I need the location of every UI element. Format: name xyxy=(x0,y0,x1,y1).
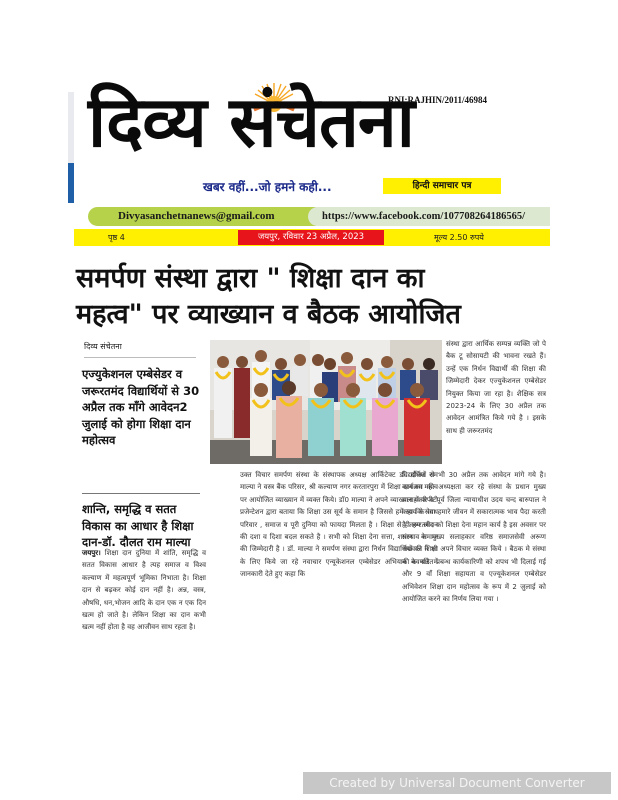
newspaper-title: दिव्य संचेतना xyxy=(88,81,414,163)
email-link[interactable]: Divyasanchetnanews@gmail.com xyxy=(88,207,316,226)
side-strip-accent xyxy=(68,163,74,203)
page-number: पृष्ठ 4 xyxy=(108,233,125,242)
article-column-1 xyxy=(82,547,206,634)
hindi-newspaper-badge: हिन्दी समाचार पत्र xyxy=(383,178,501,194)
group-photo xyxy=(210,340,442,464)
converter-watermark: Created by Universal Document Converter xyxy=(303,772,611,794)
article-column-3: संस्था द्वारा आर्थिक सम्पन्न व्यक्ति जो पे बैक टू सोसायटी की भावना रखते हैं। उन्हें एक निर्धन विद्यार्थी की शिक्षा की जिम्मेदारी देकर एज्युकेशनल एम्बेसेडर नियुक्त किया जा रहा है। शैक्षिक सत्र 2023-24 के लिए 30 अप्रैल तक आवेदन आमंत्रित किये गये है । इसके साथ ही जरूरतमंद xyxy=(446,340,546,435)
article-column-2: उक्त विचार समर्पण संस्था के संस्थापक अध्यक्ष आर्किटेक्ट डॉ. दौलत राम माल्या ने वस्त्र बैंक परिसर, श्री कल्याण नगर करतारपुरा में शिक्षा दान का महत्व पर आयोजित व्याख्यान में व्यक्त किये। डॉ0 माल्या ने अपने व्याख्यान में पीपीटी प्रजेन्टेशन द्वारा बताया कि शिक्षा उस सूर्य के समान है जिससे हमें स्वयं के साथ परिवार , समाज व पूरी दुनिया को फायदा मिलता है । शिक्षा से ही हम जीवन की दशा व दिशा बदल सकते है । सभी को शिक्षा देना सत्ता, शासन व समाज की जिम्मेदारी है । डॉ. माल्या ने समर्पण संस्था द्वारा निर्धन विद्यार्थियों की शिक्षा के लिए किये जा रहे नवाचार एन्यूकेशनल एम्बेसेडर अभियान के बारे में जानकारी देते हुए कहा कि xyxy=(240,471,438,579)
info-bar xyxy=(74,229,550,246)
column-text: शिक्षा दान दुनिया में शांति, समृद्धि व सतत विकास आधार है त्यह समाज व विश्व कल्याण में महत्वपूर्ण भूमिका निभाता है। शिक्षा दान से बढ़कर कोई दान नहीं है। अन्न, वस्त्र, औषधि, धन,भोजन आदि के दान एक न एक दिन खत्म हो जाते है। लेकिन शिक्षा का दान कभी खत्म नहीं होता है वह आजीवन साथ रहता है। xyxy=(82,549,206,632)
tagline: खबर वहीं...जो हमने कही... xyxy=(203,180,332,194)
headline-line-2: महत्व" पर व्याख्यान व बैठक आयोजित xyxy=(76,299,461,330)
facebook-link[interactable]: https://www.facebook.com/107708264186565/ xyxy=(308,207,550,226)
rni-number: RNI:RAJHIN/2011/46984 xyxy=(388,95,488,105)
article-photo xyxy=(210,340,442,464)
dateline: जयपुर, रविवार 23 अप्रैल, 2023 xyxy=(238,230,384,245)
column-dateline: जयपुर। xyxy=(82,549,101,557)
byline: दिव्य संचेतना xyxy=(84,342,122,351)
divider xyxy=(84,357,196,358)
subheadline-1: एज्युकेशनल एम्बेसेडर व जरूरतमंद विद्यार्थियों से 30 अप्रैल तक माँगे आवेदन2 जुलाई को होगा शिक्षा दान महोत्सव xyxy=(82,367,200,447)
article-column-4: विद्यार्थियों से भी 30 अप्रैल तक आवेदन मांगे गये है। कार्यक्रम की अध्यक्षता कर रहे संस्था के प्रधान मुख्य सलाहकार व पूर्व जिला न्यायाधीश उदय चन्द बारुपाल ने कहा कि सेवा हमारे जीवन में सकारात्मक भाव पैदा करती है जरूरतमंद को शिक्षा देना महान कार्य है इस अवसर पर संस्था के मुख्य सलाहकार वरिष्ठ समाजसेवी अरूण अग्रवाल ने भी अपने विचार व्यक्त किये । बैठक मे संस्था की नवगठित प्रबन्ध कार्यकारिणी को शपथ भी दिलाई गई और 9 वाँ शिक्षा सहायता व एज्यूकेशनल एम्बेसेडर अभिवेशन शिक्षा दान महोत्सव के रूप में 2 जुलाई को आयोजित करने का निर्णय लिया गया । xyxy=(402,471,546,604)
article-headline xyxy=(76,261,546,333)
headline-line-1: समर्पण संस्था द्वारा " शिक्षा दान का xyxy=(76,263,425,294)
divider xyxy=(82,493,200,494)
price: मूल्य 2.50 रुपये xyxy=(434,233,484,242)
contact-bar xyxy=(88,207,550,226)
subheadline-2: शान्ति, समृद्धि व सतत विकास का आधार है शिक्षा दान-डॉ. दौलत राम माल्या xyxy=(82,502,194,549)
